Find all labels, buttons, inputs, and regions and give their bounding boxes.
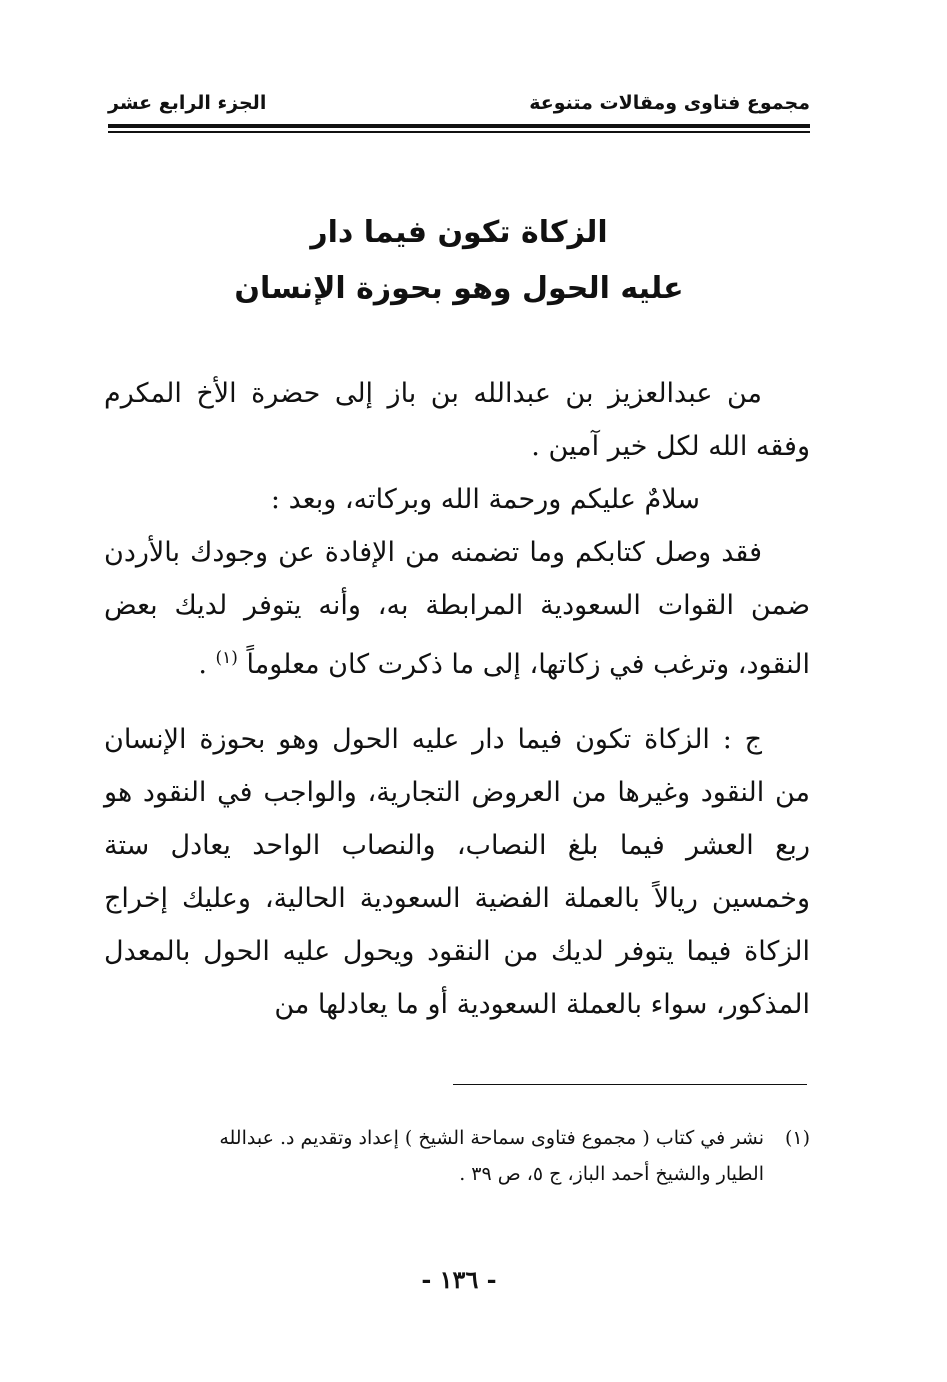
article-title-line-1: الزكاة تكون فيما دار	[310, 215, 608, 250]
greeting-paragraph: سلامٌ عليكم ورحمة الله وبركاته، وبعد :	[270, 484, 700, 515]
footnote-text-1: نشر في كتاب ( مجموع فتاوى سماحة الشيخ ) إعداد وتقديم د. عبدالله	[219, 1127, 764, 1149]
question-paragraph	[104, 526, 810, 691]
footnote-line-1	[104, 1120, 810, 1156]
page-number: - ١٣٦ -	[421, 1265, 497, 1294]
salutation-paragraph: من عبدالعزيز بن عبدالله بن باز إلى حضرة الأخ المكرم وفقه الله لكل خير آمين .	[104, 378, 810, 462]
header-volume: الجزء الرابع عشر	[108, 92, 267, 114]
footnote-line-2: الطيار والشيخ أحمد الباز، ج ٥، ص ٣٩ .	[459, 1163, 764, 1185]
question-text: فقد وصل كتابكم وما تضمنه من الإفادة عن وجودك بالأردن ضمن القوات السعودية المرابطة به، وأنه يتوفر لديك بعض النقود، وترغب في زكاتها، إلى ما ذكرت كان معلوماً	[104, 537, 810, 680]
footnote-separator	[453, 1084, 807, 1085]
question-end: .	[198, 649, 216, 680]
article-title-line-2: عليه الحول وهو بحوزة الإنسان	[234, 271, 684, 306]
header-book-title: مجموع فتاوى ومقالات متنوعة	[529, 92, 810, 114]
running-header	[108, 88, 810, 120]
header-rule-thin	[108, 131, 810, 133]
footnote-number: (١)	[784, 1127, 810, 1149]
header-rule-thick	[108, 124, 810, 128]
article-title	[108, 205, 810, 317]
article-body	[104, 367, 810, 1031]
footnote-reference[interactable]: (١)	[215, 648, 238, 668]
footnote	[104, 1120, 810, 1192]
answer-paragraph: ج : الزكاة تكون فيما دار عليه الحول وهو بحوزة الإنسان من النقود وغيرها من العروض التجارية، والواجب في النقود هو ربع العشر فيما بلغ النصاب، والنصاب الواحد يعادل ستة وخمسين ريالاً بالعملة الفضية السعودية الحالية، وعليك إخراج الزكاة فيما يتوفر لديك من النقود ويحول عليه الحول بالمعدل المذكور، سواء بالعملة السعودية أو ما يعادلها من	[104, 724, 810, 1020]
